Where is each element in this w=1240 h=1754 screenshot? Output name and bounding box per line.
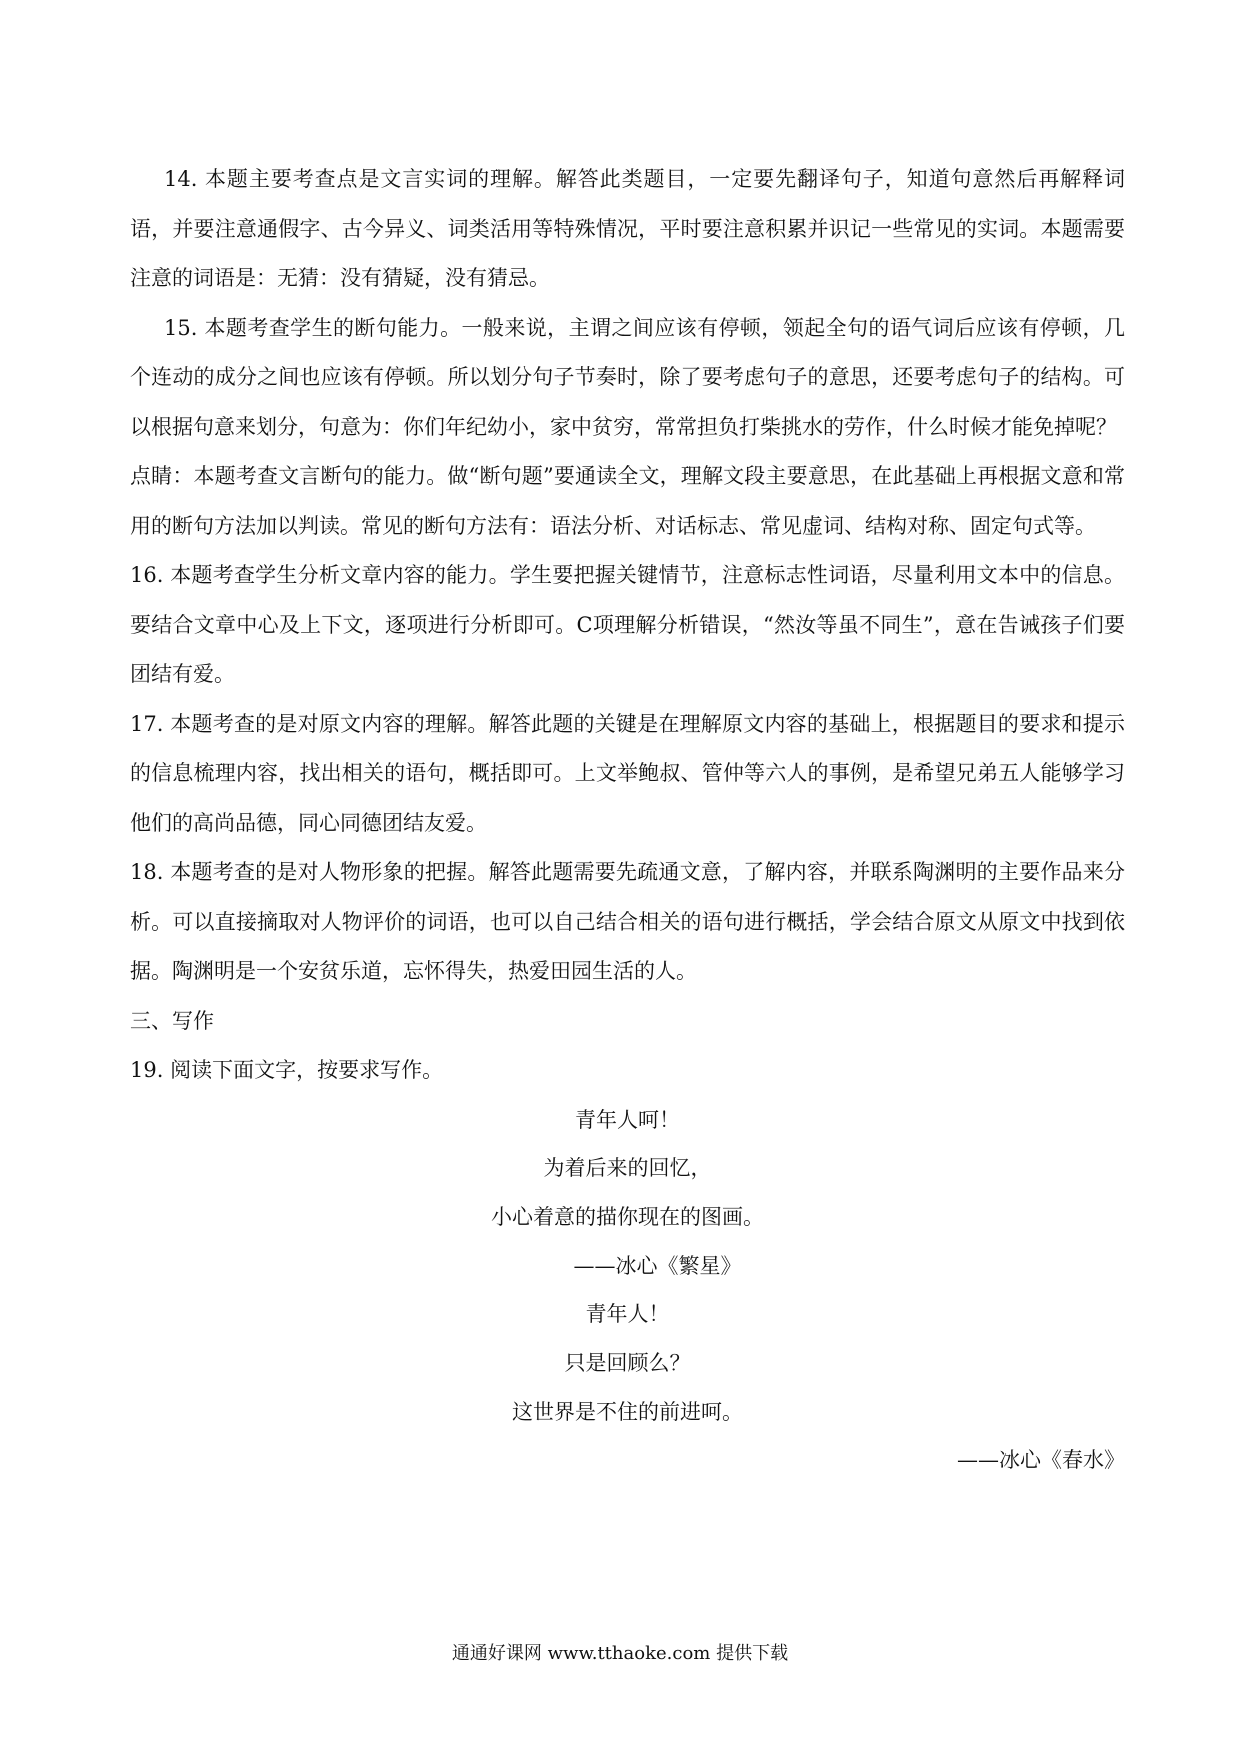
poem-line: 青年人！ [585,1302,670,1327]
tip-paragraph: 点睛：本题考查文言断句的能力。做“断句题”要通读全文，理解文段主要意思，在此基础上再根据文意和常用的断句方法加以判读。常见的断句方法有：语法分析、对话标志、常见虚词、结构对称、固定句式等。 [130,464,1125,538]
poem-line: 青年人呵！ [575,1107,680,1132]
poem-line: 这世界是不住的前进呵。 [512,1399,743,1424]
analysis-14: 14. 本题主要考查点是文言实词的理解。解答此类题目，一定要先翻译句子，知道句意然后再解释词语，并要注意通假字、古今异义、词类活用等特殊情况，平时要注意积累并识记一些常见的实词。本题需要注意的词语是：无猜：没有猜疑，没有猜忌。 [130,167,1125,290]
poem-attribution: ——冰心《繁星》 [573,1253,742,1278]
poem-line: 小心着意的描你现在的图画。 [491,1204,764,1229]
page-footer: 通通好课网 www.tthaoke.com 提供下载 [451,1643,789,1664]
analysis-15: 15. 本题考查学生的断句能力。一般来说，主谓之间应该有停顿，领起全句的语气词后应该有停顿，几个连动的成分之间也应该有停顿。所以划分句子节奏时，除了要考虑句子的意思，还要考虑句子的结构。可以根据句意来划分，句意为：你们年纪幼小，家中贫穷，常常担负打柴挑水的劳作，什么时候才能免掉呢？ [130,315,1125,439]
analysis-16: 16. 本题考查学生分析文章内容的能力。学生要把握关键情节，注意标志性词语，尽量利用文本中的信息。要结合文章中心及上下文，逐项进行分析即可。C项理解分析错误，“然汝等虽不同生”，意在告诫孩子们要团结有爱。 [130,563,1125,686]
analysis-17: 17. 本题考查的是对原文内容的理解。解答此题的关键是在理解原文内容的基础上，根据题目的要求和提示的信息梳理内容，找出相关的语句，概括即可。上文举鲍叔、管仲等六人的事例，是希望兄弟五人能够学习他们的高尚品德，同心同德团结友爱。 [130,711,1125,835]
section-heading-writing: 三、写作 [130,1008,214,1033]
poem-fanxing [130,1096,1125,1291]
poem-chunshui [130,1290,1125,1485]
analysis-18: 18. 本题考查的是对人物形象的把握。解答此题需要先疏通文意，了解内容，并联系陶渊明的主要作品来分析。可以直接摘取对人物评价的词语，也可以自己结合相关的语句进行概括，学会结合原文从原文中找到依据。陶渊明是一个安贫乐道，忘怀得失，热爱田园生活的人。 [130,860,1125,983]
poem-attribution: ——冰心《春水》 [957,1448,1125,1473]
answer-analysis-body [130,155,1125,1485]
poem-line: 只是回顾么？ [564,1350,691,1375]
poem-line: 为着后来的回忆， [543,1156,712,1181]
question-19-prompt: 19. 阅读下面文字，按要求写作。 [130,1058,444,1082]
